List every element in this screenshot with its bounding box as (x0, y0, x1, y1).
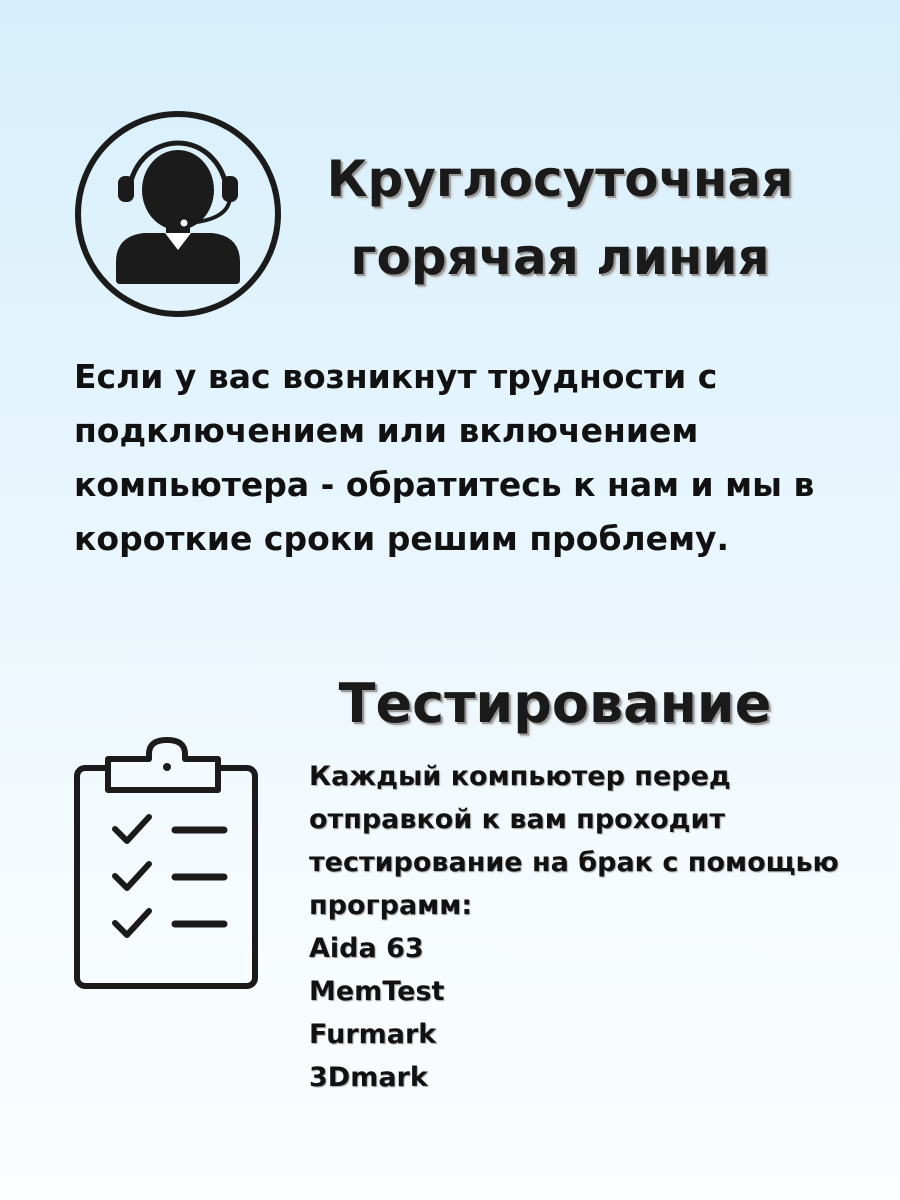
program-item: Aida 63 (309, 933, 424, 964)
hotline-text-line-2: подключением или включением (74, 411, 699, 450)
hotline-description (74, 350, 884, 566)
headset-operator-icon (74, 110, 282, 318)
hotline-text-line-1: Если у вас возникнут трудности с (74, 357, 718, 396)
program-item: Furmark (309, 1019, 437, 1050)
testing-text-line-3: тестирование на брак с помощью (309, 847, 839, 878)
program-item: 3Dmark (309, 1062, 428, 1093)
testing-text-line-4: программ: (309, 890, 473, 921)
hotline-title (300, 140, 820, 296)
testing-text-line-2: отправкой к вам проходит (309, 804, 726, 835)
testing-description (309, 755, 879, 1099)
program-item: MemTest (309, 976, 445, 1007)
hotline-text-line-3: компьютера - обратитесь к нам и мы в (74, 465, 815, 504)
hotline-text-line-4: короткие сроки решим проблему. (74, 519, 730, 558)
clipboard-checklist-icon (72, 735, 262, 993)
testing-text-line-1: Каждый компьютер перед (309, 761, 731, 792)
hotline-title-line-1: Круглосуточная (326, 150, 794, 208)
hotline-title-line-2: горячая линия (350, 228, 770, 286)
testing-title: Тестирование (338, 672, 772, 735)
